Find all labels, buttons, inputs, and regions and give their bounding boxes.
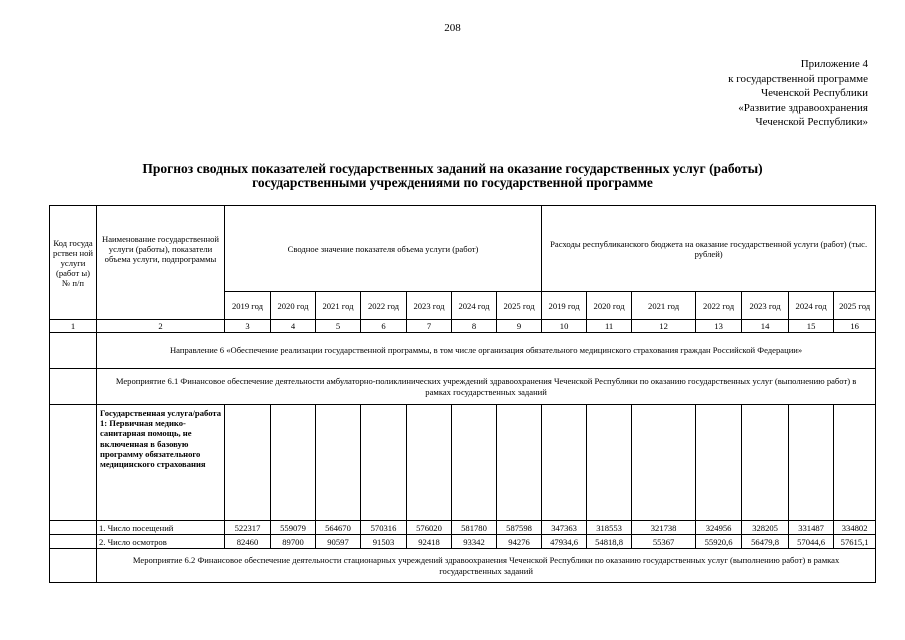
year-header: 2022 год <box>696 292 742 320</box>
row-label: 2. Число осмотров <box>97 535 225 549</box>
value-cell: 55920,6 <box>696 535 742 549</box>
column-number: 14 <box>742 320 789 333</box>
empty-cell <box>50 549 97 583</box>
column-number: 1 <box>50 320 97 333</box>
column-number: 9 <box>497 320 542 333</box>
empty-cell <box>542 405 587 521</box>
value-cell: 94276 <box>497 535 542 549</box>
column-number: 5 <box>316 320 361 333</box>
row-label: 1. Число посещений <box>97 521 225 535</box>
empty-cell <box>587 405 632 521</box>
title-line: государственными учреждениями по государственной программе <box>252 175 653 190</box>
empty-cell <box>452 405 497 521</box>
value-cell: 570316 <box>361 521 407 535</box>
value-cell: 92418 <box>407 535 452 549</box>
year-header: 2020 год <box>271 292 316 320</box>
year-header: 2019 год <box>225 292 271 320</box>
value-cell: 54818,8 <box>587 535 632 549</box>
column-number: 10 <box>542 320 587 333</box>
year-header: 2024 год <box>789 292 834 320</box>
value-cell: 331487 <box>789 521 834 535</box>
appendix-line: к государственной программе <box>728 72 868 85</box>
value-cell: 55367 <box>632 535 696 549</box>
value-cell: 347363 <box>542 521 587 535</box>
value-cell: 93342 <box>452 535 497 549</box>
value-cell: 318553 <box>587 521 632 535</box>
empty-cell <box>696 405 742 521</box>
value-cell: 324956 <box>696 521 742 535</box>
forecast-table <box>49 205 876 583</box>
value-cell: 91503 <box>361 535 407 549</box>
column-number: 3 <box>225 320 271 333</box>
empty-cell <box>225 405 271 521</box>
year-header: 2019 год <box>542 292 587 320</box>
empty-cell <box>361 405 407 521</box>
event-6-1-row: Мероприятие 6.1 Финансовое обеспечение деятельности амбулаторно-поликлинических учреждений здравоохранения Чеченской Республики по оказанию государственных услуг (выполнению работ) в рамках государственных заданий <box>97 369 876 405</box>
value-cell: 90597 <box>316 535 361 549</box>
year-header: 2022 год <box>361 292 407 320</box>
value-cell: 321738 <box>632 521 696 535</box>
year-header: 2024 год <box>452 292 497 320</box>
page-number: 208 <box>444 22 461 34</box>
value-cell: 57044,6 <box>789 535 834 549</box>
column-number: 12 <box>632 320 696 333</box>
value-cell: 56479,8 <box>742 535 789 549</box>
value-cell: 581780 <box>452 521 497 535</box>
column-number: 4 <box>271 320 316 333</box>
appendix-block <box>728 57 868 130</box>
year-header: 2023 год <box>742 292 789 320</box>
column-number: 6 <box>361 320 407 333</box>
header-name: Наименование государственной услуги (работы), показатели объема услуги, подпрограммы <box>97 206 225 320</box>
year-header: 2021 год <box>316 292 361 320</box>
empty-cell <box>50 405 97 521</box>
empty-cell <box>789 405 834 521</box>
year-header: 2025 год <box>497 292 542 320</box>
document-title <box>60 162 845 190</box>
empty-cell <box>271 405 316 521</box>
value-cell: 57615,1 <box>834 535 876 549</box>
year-header: 2023 год <box>407 292 452 320</box>
header-volume: Сводное значение показателя объема услуги (работ) <box>225 206 542 292</box>
empty-cell <box>632 405 696 521</box>
value-cell: 328205 <box>742 521 789 535</box>
appendix-line: «Развитие здравоохранения <box>738 101 868 114</box>
service-1-name: Государственная услуга/работа 1: Первичная медико-санитарная помощь, не включенная в базовую программу обязательного медицинского страхования <box>97 405 225 521</box>
empty-cell <box>50 535 97 549</box>
column-number: 2 <box>97 320 225 333</box>
column-number: 7 <box>407 320 452 333</box>
header-expenses: Расходы республиканского бюджета на оказание государственной услуги (работ) (тыс. рублей) <box>542 206 876 292</box>
title-line: Прогноз сводных показателей государственных заданий на оказание государственных услуг (работы) <box>142 161 763 176</box>
empty-cell <box>407 405 452 521</box>
empty-cell <box>834 405 876 521</box>
value-cell: 559079 <box>271 521 316 535</box>
value-cell: 564670 <box>316 521 361 535</box>
header-code: Код госуда рствен ной услуги (работ ы) № п/п <box>50 206 97 320</box>
year-header: 2020 год <box>587 292 632 320</box>
appendix-line: Чеченской Республики» <box>755 116 868 128</box>
appendix-line: Приложение 4 <box>800 58 868 70</box>
empty-cell <box>497 405 542 521</box>
empty-cell <box>316 405 361 521</box>
year-header: 2025 год <box>834 292 876 320</box>
column-number: 15 <box>789 320 834 333</box>
direction-6-row: Направление 6 «Обеспечение реализации государственной программы, в том числе организация обязательного медицинского страхования граждан Российской Федерации» <box>97 333 876 369</box>
event-6-2-row: Мероприятие 6.2 Финансовое обеспечение деятельности стационарных учреждений здравоохранения Чеченской Республики по оказанию государственных услуг (выполнению работ) в рамках государственных заданий <box>97 549 876 583</box>
empty-cell <box>742 405 789 521</box>
value-cell: 47934,6 <box>542 535 587 549</box>
value-cell: 89700 <box>271 535 316 549</box>
column-number: 16 <box>834 320 876 333</box>
column-number: 13 <box>696 320 742 333</box>
value-cell: 82460 <box>225 535 271 549</box>
appendix-line: Чеченской Республики <box>760 87 868 99</box>
column-number: 8 <box>452 320 497 333</box>
column-number: 11 <box>587 320 632 333</box>
empty-cell <box>50 369 97 405</box>
empty-cell <box>50 333 97 369</box>
empty-cell <box>50 521 97 535</box>
value-cell: 587598 <box>497 521 542 535</box>
value-cell: 522317 <box>225 521 271 535</box>
value-cell: 576020 <box>407 521 452 535</box>
value-cell: 334802 <box>834 521 876 535</box>
year-header: 2021 год <box>632 292 696 320</box>
